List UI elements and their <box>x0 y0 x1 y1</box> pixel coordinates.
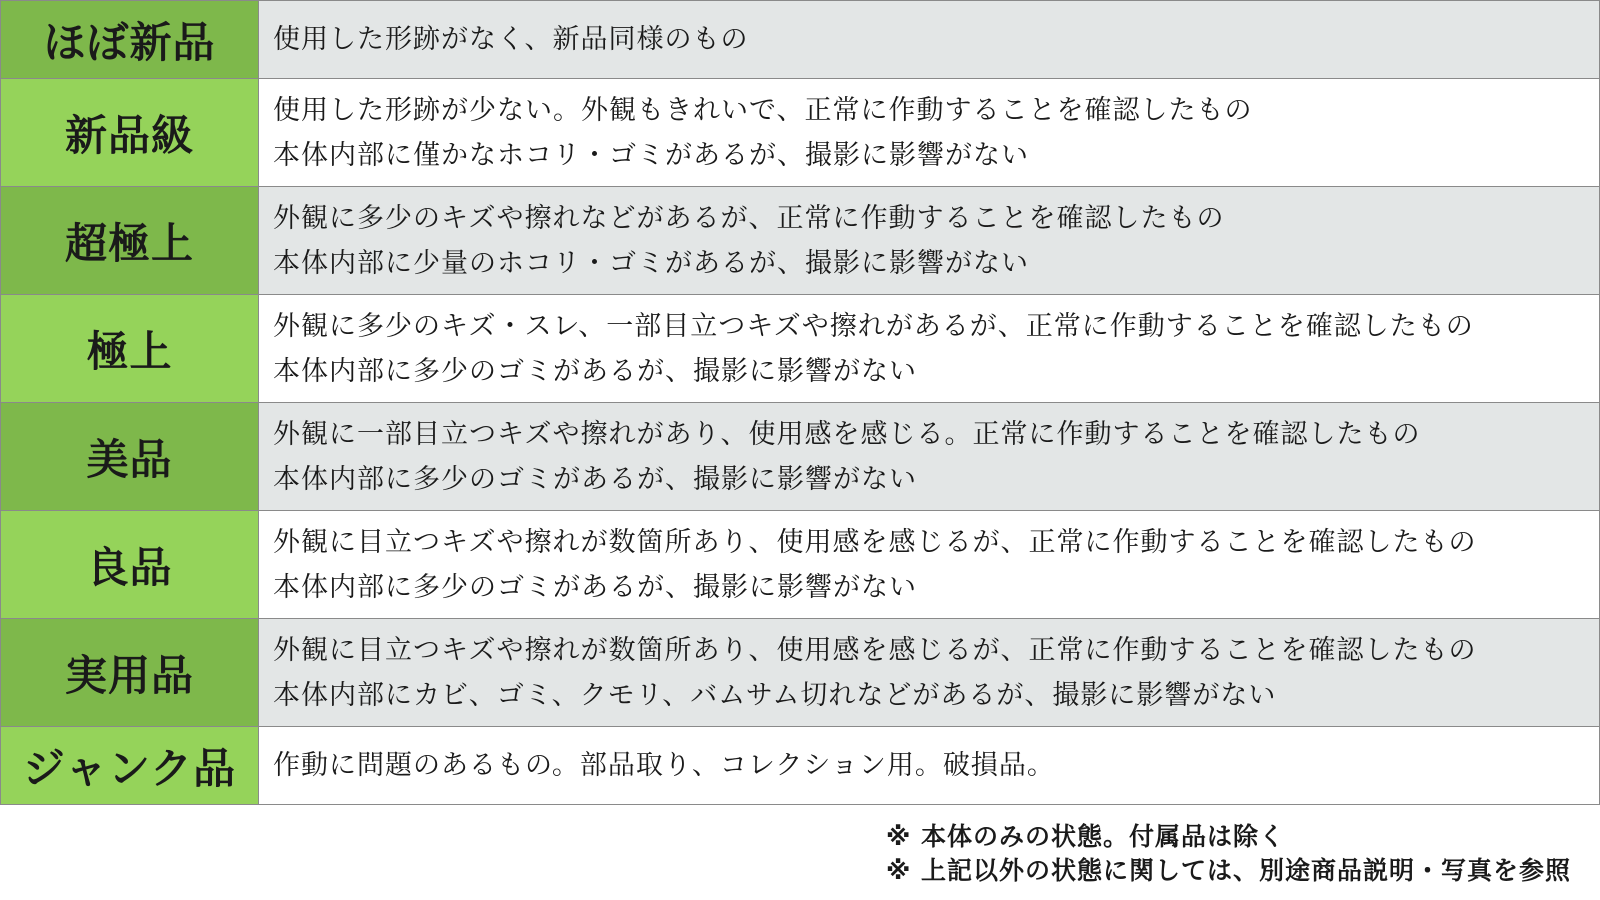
grade-row-shinpin-kyu <box>1 79 1600 187</box>
grade-label: 極上 <box>1 295 259 403</box>
description-line: 作動に問題のあるもの。部品取り、コレクション用。破損品。 <box>273 750 1055 781</box>
description-line: 本体内部に少量のホコリ・ゴミがあるが、撮影に影響がない <box>273 247 1029 279</box>
description-line: 本体内部にカビ、ゴミ、クモリ、バムサム切れなどがあるが、撮影に影響がない <box>273 679 1277 711</box>
grade-label: 美品 <box>1 403 259 511</box>
grade-row-chou-gokujou <box>1 187 1600 295</box>
description-line: 本体内部に僅かなホコリ・ゴミがあるが、撮影に影響がない <box>273 139 1029 171</box>
grade-description <box>259 1 1600 79</box>
grade-row-bihin <box>1 403 1600 511</box>
description-line: 使用した形跡が少ない。外観もきれいで、正常に作動することを確認したもの <box>273 94 1253 126</box>
grade-row-gokujou <box>1 295 1600 403</box>
grade-description <box>259 295 1600 403</box>
grade-row-junk <box>1 727 1600 805</box>
description-line: 本体内部に多少のゴミがあるが、撮影に影響がない <box>273 571 917 603</box>
grade-label: 新品級 <box>1 79 259 187</box>
description-line: 本体内部に多少のゴミがあるが、撮影に影響がない <box>273 463 917 495</box>
grade-description <box>259 727 1600 805</box>
footnotes <box>886 820 1571 888</box>
grade-label: 良品 <box>1 511 259 619</box>
grade-row-hobo-shinpin <box>1 1 1600 79</box>
grade-label: ジャンク品 <box>1 727 259 805</box>
footnote: ※ 上記以外の状態に関しては、別途商品説明・写真を参照 <box>886 856 1572 885</box>
description-line: 使用した形跡がなく、新品同様のもの <box>273 24 749 55</box>
grade-row-jitsuyouhin <box>1 619 1600 727</box>
grade-label: 超極上 <box>1 187 259 295</box>
description-line: 外観に目立つキズや擦れが数箇所あり、使用感を感じるが、正常に作動することを確認したもの <box>273 634 1477 666</box>
footnote: ※ 本体のみの状態。付属品は除く <box>886 822 1286 851</box>
description-line: 外観に多少のキズ・スレ、一部目立つキズや擦れがあるが、正常に作動することを確認したもの <box>273 310 1474 342</box>
grade-description <box>259 403 1600 511</box>
grade-description <box>259 511 1600 619</box>
description-line: 外観に多少のキズや擦れなどがあるが、正常に作動することを確認したもの <box>273 202 1225 234</box>
grade-description <box>259 619 1600 727</box>
description-line: 外観に一部目立つキズや擦れがあり、使用感を感じる。正常に作動することを確認したもの <box>273 418 1421 450</box>
description-line: 外観に目立つキズや擦れが数箇所あり、使用感を感じるが、正常に作動することを確認したもの <box>273 526 1477 558</box>
grade-label: ほぼ新品 <box>1 1 259 79</box>
grade-label: 実用品 <box>1 619 259 727</box>
description-line: 本体内部に多少のゴミがあるが、撮影に影響がない <box>273 355 917 387</box>
grade-description <box>259 187 1600 295</box>
grade-row-ryouhin <box>1 511 1600 619</box>
grade-description <box>259 79 1600 187</box>
